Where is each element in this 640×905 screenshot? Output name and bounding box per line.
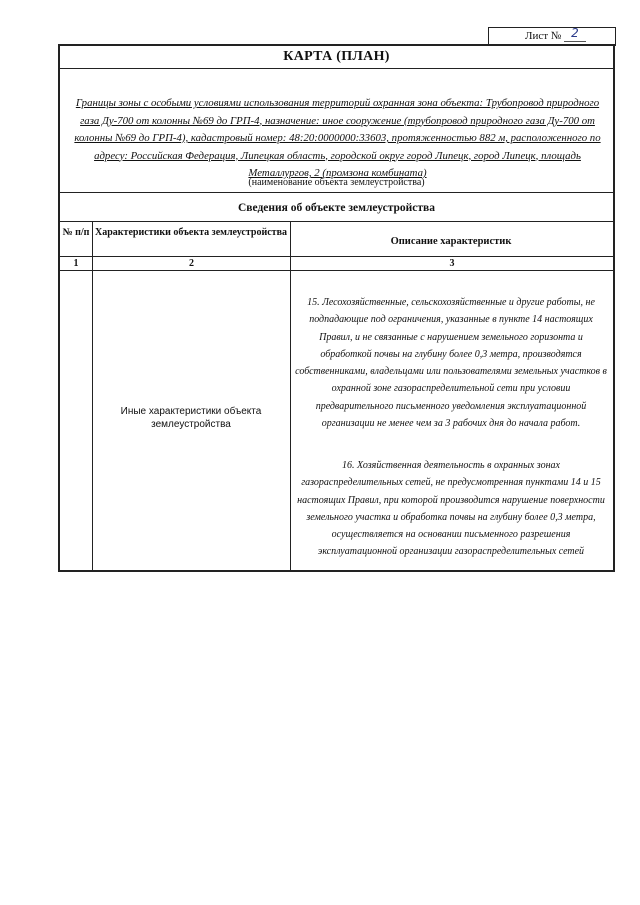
section-title: Сведения об объекте землеустройства bbox=[238, 202, 435, 214]
object-name-caption: (наименование объекта землеустройства) bbox=[248, 177, 425, 188]
sheet-number: 2 bbox=[564, 26, 586, 42]
header-characteristics: Характеристики объекта землеустройства bbox=[95, 227, 287, 238]
document-title: КАРТА (ПЛАН) bbox=[283, 49, 390, 64]
description-paragraph-16: 16. Хозяйственная деятельность в охранных зонах газораспределительных сетей, не предусмотренная пунктами 14 и 15 настоящих Правил, при которой производится нарушение поверхности земельного участка и обработка почвы на глубину более 0,3 метра, осуществляется на основании письменного разрешения эксплуатационной организации газораспределительных сетей bbox=[297, 460, 605, 558]
description-paragraph-15: 15. Лесохозяйственные, сельскохозяйственные и другие работы, не подпадающие под ограничения, указанные в пункте 14 настоящих Правил, и не связанные с нарушением земельного горизонта и обработкой почвы на глубину более 0,3 метра, производятся собственниками, владельцами или пользователями земельных участков в охранной зоне газораспределительной сети при условии предварительного письменного уведомления эксплуатационной организации не менее чем за 3 рабочих дня до начала работ. bbox=[295, 297, 607, 430]
table-top-border bbox=[60, 221, 613, 222]
object-description: Границы зоны с особыми условиями использования территорий охранная зона объекта: Трубопровод природного газа Ду-700 от колонны №69 до ГРП-4, назначение: иное сооружение (трубопровод природного газа Ду-700 от колонны №69 до ГРП-4), кадастровый номер: 48:20:0000000:33603, протяженностью 882 м, расположенного по адресу: Российская Федерация, Липецкая область, городской округ город Липецк, город Липецк, площадь Металлургов, 2 (промзона комбината) bbox=[74, 97, 601, 179]
header-bottom-border bbox=[60, 256, 613, 257]
column-divider-1 bbox=[92, 221, 93, 572]
numbering-bottom-border bbox=[60, 270, 613, 271]
column-divider-2 bbox=[290, 221, 291, 572]
caption-divider bbox=[60, 192, 613, 193]
column-number-1: 1 bbox=[73, 258, 79, 269]
column-number-3: 3 bbox=[449, 258, 455, 269]
row-characteristic: Иные характеристики объекта землеустройства bbox=[120, 406, 262, 430]
title-divider bbox=[60, 68, 613, 69]
column-number-2: 2 bbox=[189, 258, 194, 269]
header-number: № п/п bbox=[62, 227, 90, 238]
sheet-label: Лист № bbox=[525, 30, 562, 42]
document-frame bbox=[58, 44, 615, 572]
header-description: Описание характеристик bbox=[390, 236, 512, 247]
